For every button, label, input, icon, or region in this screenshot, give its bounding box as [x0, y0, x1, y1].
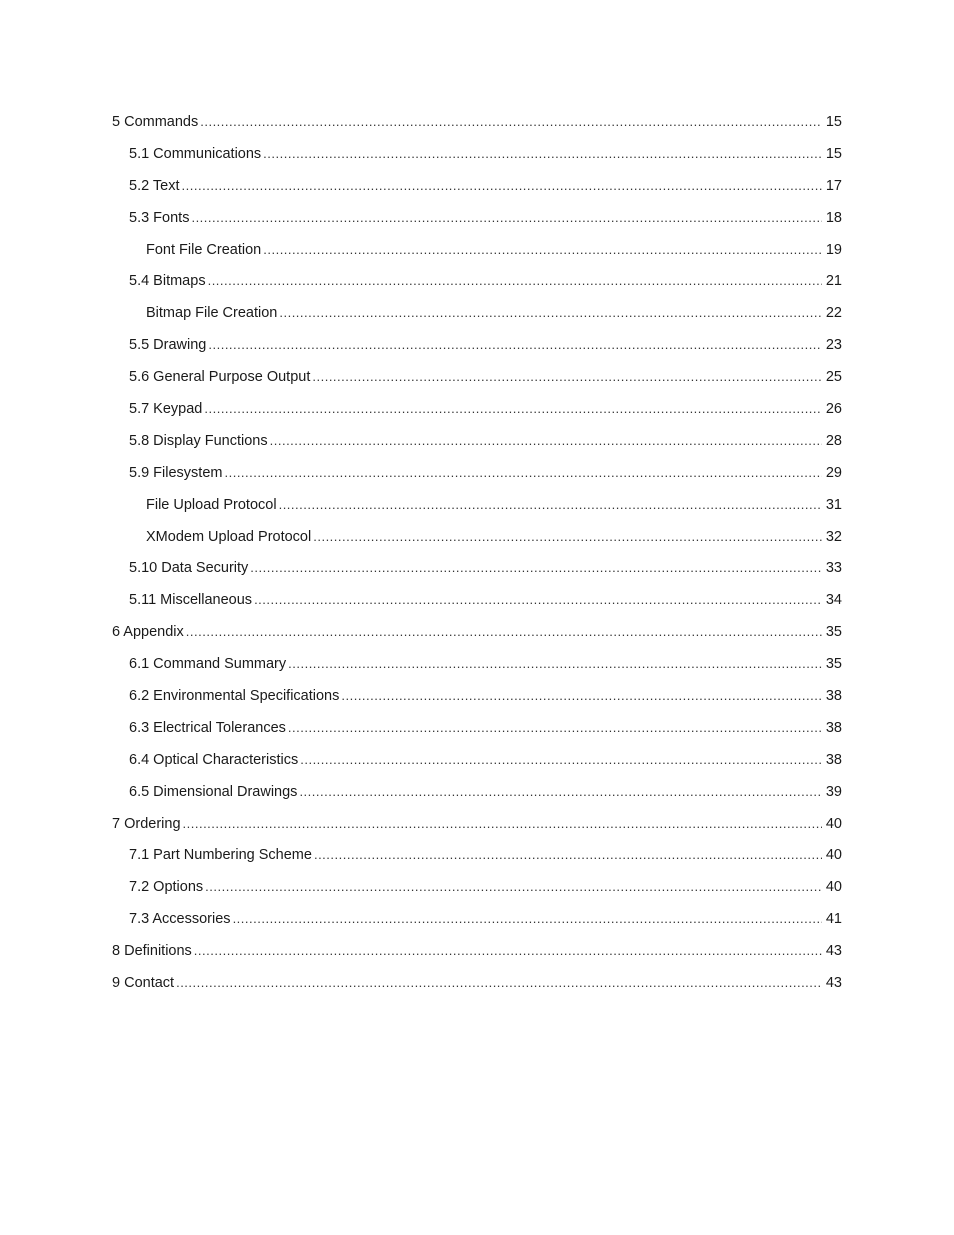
dot-leader — [200, 111, 822, 133]
toc-entry-title: 5.2 Text — [129, 177, 180, 194]
toc-entry-title: File Upload Protocol — [146, 496, 277, 513]
toc-entry-title: 5.10 Data Security — [129, 560, 249, 577]
toc-entry-page: 39 — [825, 783, 842, 800]
toc-entry[interactable] — [112, 143, 842, 175]
toc-entry-page: 19 — [825, 241, 842, 258]
toc-entry-title: 6.5 Dimensional Drawings — [129, 783, 298, 800]
toc-entry-title: 5.6 General Purpose Output — [129, 369, 311, 386]
toc-entry[interactable] — [112, 270, 842, 302]
dot-leader — [191, 207, 822, 229]
toc-entry[interactable] — [112, 462, 842, 494]
toc-entry-title: 6.2 Environmental Specifications — [129, 688, 340, 705]
toc-entry-page: 43 — [825, 943, 842, 960]
toc-entry-title: 5 Commands — [112, 114, 199, 130]
toc-entry[interactable] — [112, 526, 842, 558]
toc-entry-title: 5.4 Bitmaps — [129, 273, 206, 290]
toc-entry[interactable] — [112, 972, 842, 1004]
toc-entry-page: 17 — [825, 177, 842, 194]
toc-entry[interactable] — [112, 844, 842, 876]
dot-leader — [186, 621, 822, 643]
toc-entry-page: 35 — [825, 624, 842, 641]
toc-entry[interactable] — [112, 621, 842, 653]
dot-leader — [279, 494, 822, 516]
toc-entry-page: 18 — [825, 209, 842, 226]
dot-leader — [224, 462, 822, 484]
toc-entry-title: Bitmap File Creation — [146, 305, 278, 322]
dot-leader — [183, 813, 822, 835]
dot-leader — [254, 589, 822, 611]
toc-entry-title: 7.1 Part Numbering Scheme — [129, 847, 312, 864]
toc-entry[interactable] — [112, 876, 842, 908]
toc-entry[interactable] — [112, 813, 842, 845]
toc-entry[interactable] — [112, 430, 842, 462]
toc-entry-page: 40 — [825, 879, 842, 896]
toc-entry-title: 5.7 Keypad — [129, 401, 203, 418]
toc-entry[interactable] — [112, 398, 842, 430]
dot-leader — [208, 334, 822, 356]
toc-entry-title: Font File Creation — [146, 241, 262, 258]
toc-entry-page: 22 — [825, 305, 842, 322]
dot-leader — [314, 844, 822, 866]
toc-entry[interactable] — [112, 239, 842, 271]
toc-entry[interactable] — [112, 175, 842, 207]
toc-entry-title: 8 Definitions — [112, 943, 192, 960]
toc-entry-title: 6 Appendix — [112, 624, 184, 641]
toc-entry-page: 43 — [825, 975, 842, 992]
toc-entry-page: 38 — [825, 719, 842, 736]
toc-entry-title: 6.3 Electrical Tolerances — [129, 719, 286, 736]
toc-entry-title: 5.9 Filesystem — [129, 464, 223, 481]
toc-entry[interactable] — [112, 749, 842, 781]
toc-entry-page: 35 — [825, 656, 842, 673]
toc-entry-page: 38 — [825, 751, 842, 768]
dot-leader — [270, 430, 822, 452]
dot-leader — [288, 653, 822, 675]
toc-entry-page: 21 — [825, 273, 842, 290]
toc-entry[interactable] — [112, 366, 842, 398]
table-of-contents — [112, 111, 842, 1004]
toc-entry[interactable] — [112, 940, 842, 972]
toc-entry-page: 15 — [825, 114, 842, 130]
dot-leader — [176, 972, 822, 994]
toc-entry[interactable] — [112, 685, 842, 717]
toc-entry[interactable] — [112, 494, 842, 526]
toc-entry-title: 5.11 Miscellaneous — [129, 592, 253, 609]
toc-entry-page: 23 — [825, 337, 842, 354]
dot-leader — [279, 302, 822, 324]
toc-entry-title: 6.4 Optical Characteristics — [129, 751, 299, 768]
dot-leader — [233, 908, 822, 930]
toc-entry-title: 6.1 Command Summary — [129, 656, 287, 673]
toc-entry-page: 29 — [825, 464, 842, 481]
toc-entry[interactable] — [112, 557, 842, 589]
toc-entry[interactable] — [112, 207, 842, 239]
dot-leader — [312, 366, 822, 388]
dot-leader — [299, 781, 822, 803]
toc-entry-title: 5.1 Communications — [129, 145, 262, 162]
dot-leader — [208, 270, 822, 292]
toc-entry-title: 7.2 Options — [129, 879, 204, 896]
dot-leader — [250, 557, 822, 579]
toc-entry[interactable] — [112, 334, 842, 366]
dot-leader — [341, 685, 822, 707]
toc-entry-page: 31 — [825, 496, 842, 513]
toc-entry-page: 15 — [825, 145, 842, 162]
toc-entry[interactable] — [112, 781, 842, 813]
toc-entry-page: 28 — [825, 432, 842, 449]
toc-entry-page: 26 — [825, 401, 842, 418]
toc-entry-title: 5.5 Drawing — [129, 337, 207, 354]
toc-entry-page: 32 — [825, 528, 842, 545]
toc-entry[interactable] — [112, 717, 842, 749]
dot-leader — [205, 876, 822, 898]
toc-entry-page: 40 — [825, 847, 842, 864]
toc-entry-page: 41 — [825, 911, 842, 928]
toc-entry-page: 34 — [825, 592, 842, 609]
toc-entry-title: 5.3 Fonts — [129, 209, 190, 226]
dot-leader — [263, 143, 822, 165]
toc-entry-page: 40 — [825, 815, 842, 832]
dot-leader — [204, 398, 822, 420]
toc-entry-page: 33 — [825, 560, 842, 577]
toc-entry-title: 7.3 Accessories — [129, 911, 231, 928]
dot-leader — [263, 239, 822, 261]
toc-entry[interactable] — [112, 111, 842, 143]
toc-entry-title: 5.8 Display Functions — [129, 432, 268, 449]
toc-entry-title: XModem Upload Protocol — [146, 528, 312, 545]
dot-leader — [194, 940, 822, 962]
toc-entry-title: 7 Ordering — [112, 815, 181, 832]
toc-entry[interactable] — [112, 653, 842, 685]
dot-leader — [300, 749, 822, 771]
toc-entry[interactable] — [112, 908, 842, 940]
toc-entry-page: 25 — [825, 369, 842, 386]
toc-entry-page: 38 — [825, 688, 842, 705]
toc-entry-title: 9 Contact — [112, 975, 175, 992]
toc-entry[interactable] — [112, 302, 842, 334]
dot-leader — [313, 526, 822, 548]
dot-leader — [288, 717, 822, 739]
dot-leader — [182, 175, 822, 197]
toc-entry[interactable] — [112, 589, 842, 621]
